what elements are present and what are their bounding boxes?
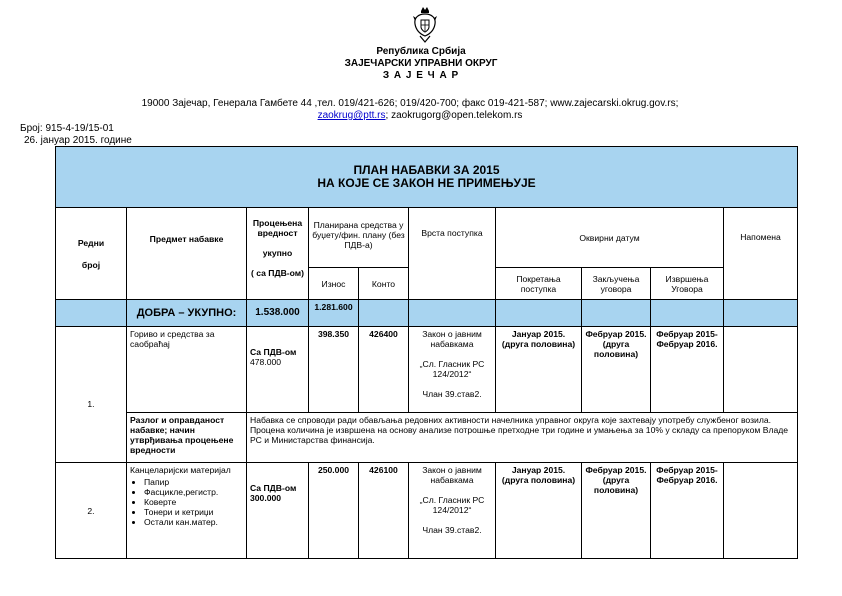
email-rest: ; zaokrugorg@open.telekom.rs [385, 110, 523, 121]
row-procedure-law: Закон о јавним набавкама [422, 329, 482, 349]
row-amount: 250.000 [309, 463, 359, 559]
table-row [56, 463, 798, 559]
list-item: • Коверте [144, 497, 243, 507]
row-note [724, 327, 798, 413]
row-value-label: Са ПДВ-ом [250, 347, 297, 357]
row-exec: Фебруар 2015- Фебруар 2016. [651, 463, 724, 559]
sum-label: ДОБРА – УКУПНО: [127, 300, 247, 327]
row-procedure [409, 327, 496, 413]
row-procedure-law: Закон о јавним набавкама [422, 465, 482, 485]
address-line: 19000 Зајечар, Генерала Гамбете 44 ,тел. 019/421-626; 019/420-700; факс 019-421-587; www.zajecarski.okrug.gov.rs; [141, 98, 679, 109]
row-exec: Фебруар 2015- Фебруар 2016. [651, 327, 724, 413]
list-item: • Остали кан.матер. [144, 517, 243, 527]
reason-label: Разлог и оправданост набавке; начин утврђивања процењене вредности [127, 413, 247, 463]
email-line [170, 110, 670, 122]
sum-empty [724, 300, 798, 327]
reason-text-1: Набавка се спроводи ради обављања редовних активности начелника управног округа које захтевају употребу службеног возила. [250, 415, 772, 425]
sum-empty [582, 300, 651, 327]
col-napomena: Напомена [724, 208, 798, 300]
col-redni-2: број [81, 259, 101, 270]
row-value: Са ПДВ-ом 300.000 [247, 463, 309, 559]
header-row-1 [56, 208, 798, 268]
col-planirana: Планирана средства у буџету/фин. плану (без ПДВ-а) [309, 208, 409, 268]
table-title-line1: ПЛАН НАБАВКИ ЗА 2015 [353, 163, 500, 177]
header-city: З А Ј Е Ч А Р [382, 70, 460, 81]
list-item: • Папир [144, 477, 243, 487]
sum-empty [651, 300, 724, 327]
col-predmet: Предмет набавке [127, 208, 247, 300]
row-konto: 426100 [359, 463, 409, 559]
col-procenjena-3: ( са ПДВ-ом) [250, 268, 305, 278]
row-subject-items [130, 477, 243, 527]
col-izvrsenje: Извршења Уговора [651, 268, 724, 300]
header-country: Република Србија [376, 46, 466, 57]
col-okvirni: Оквирни датум [496, 208, 724, 268]
email-link[interactable]: zaokrug@ptt.rs [317, 110, 386, 121]
sum-empty [496, 300, 582, 327]
col-pokretanje: Покретања поступка [496, 268, 582, 300]
row-subject [127, 463, 247, 559]
table-title [56, 147, 798, 208]
sum-empty [409, 300, 496, 327]
sum-empty [359, 300, 409, 327]
row-amount: 398.350 [309, 327, 359, 413]
row-note [724, 463, 798, 559]
col-procenjena-1: Процењена вредност [252, 218, 303, 238]
row-subject: Гориво и средства за саобраћај [127, 327, 247, 413]
document-date: 26. јануар 2015. године [24, 135, 132, 146]
coat-of-arms-icon [412, 6, 438, 44]
title-row [56, 147, 798, 208]
row-start: Јануар 2015. (друга половина) [496, 327, 582, 413]
list-item: • Тонери и кетриџи [144, 507, 243, 517]
sum-empty [56, 300, 127, 327]
col-iznos: Износ [309, 268, 359, 300]
table-title-line2: НА КОЈЕ СЕ ЗАКОН НЕ ПРИМЕЊУЈЕ [317, 176, 536, 190]
row-procedure-article: Члан 39.став2. [422, 525, 482, 535]
reason-row [56, 413, 798, 463]
row-subject-title: Канцеларијски материјал [130, 465, 231, 475]
sum-planned: 1.281.600 [309, 300, 359, 327]
row-procedure-article: Члан 39.став2. [422, 389, 482, 399]
header-district: ЗАЈЕЧАРСКИ УПРАВНИ ОКРУГ [344, 58, 498, 69]
row-contract: Фебруар 2015. (друга половина) [582, 327, 651, 413]
document-number: Број: 915-4-19/15-01 [20, 123, 114, 134]
col-vrsta: Врста поступка [409, 208, 496, 300]
col-procenjena [247, 208, 309, 300]
list-item: • Фасцикле,регистр. [144, 487, 243, 497]
col-redni-1: Редни [77, 237, 105, 248]
reason-text-2: Процена количина је извршена на основу анализе потрошње претходне три године и умањења за 10% у складу са препоруком Владе РС и Министарства финансија. [250, 425, 789, 445]
row-procedure-gazette: „Сл. Гласник РС 124/2012“ [419, 495, 485, 515]
row-contract: Фебруар 2015. (друга половина) [582, 463, 651, 559]
reason-text [247, 413, 798, 463]
row-value [247, 327, 309, 413]
sum-row [56, 300, 798, 327]
row-konto: 426400 [359, 327, 409, 413]
col-zakljucenje: Закључења уговора [582, 268, 651, 300]
sum-value: 1.538.000 [247, 300, 309, 327]
col-konto: Конто [359, 268, 409, 300]
row-start: Јануар 2015. (друга половина) [496, 463, 582, 559]
row-procedure-gazette: „Сл. Гласник РС 124/2012“ [419, 359, 485, 379]
row-number: 2. [56, 463, 127, 559]
col-redni [56, 208, 127, 300]
table-row [56, 327, 798, 413]
col-procenjena-2: укупно [262, 248, 293, 258]
procurement-plan-table [55, 146, 798, 559]
row-number: 1. [56, 327, 127, 463]
row-procedure [409, 463, 496, 559]
row-value-amount: 478.000 [250, 357, 282, 367]
